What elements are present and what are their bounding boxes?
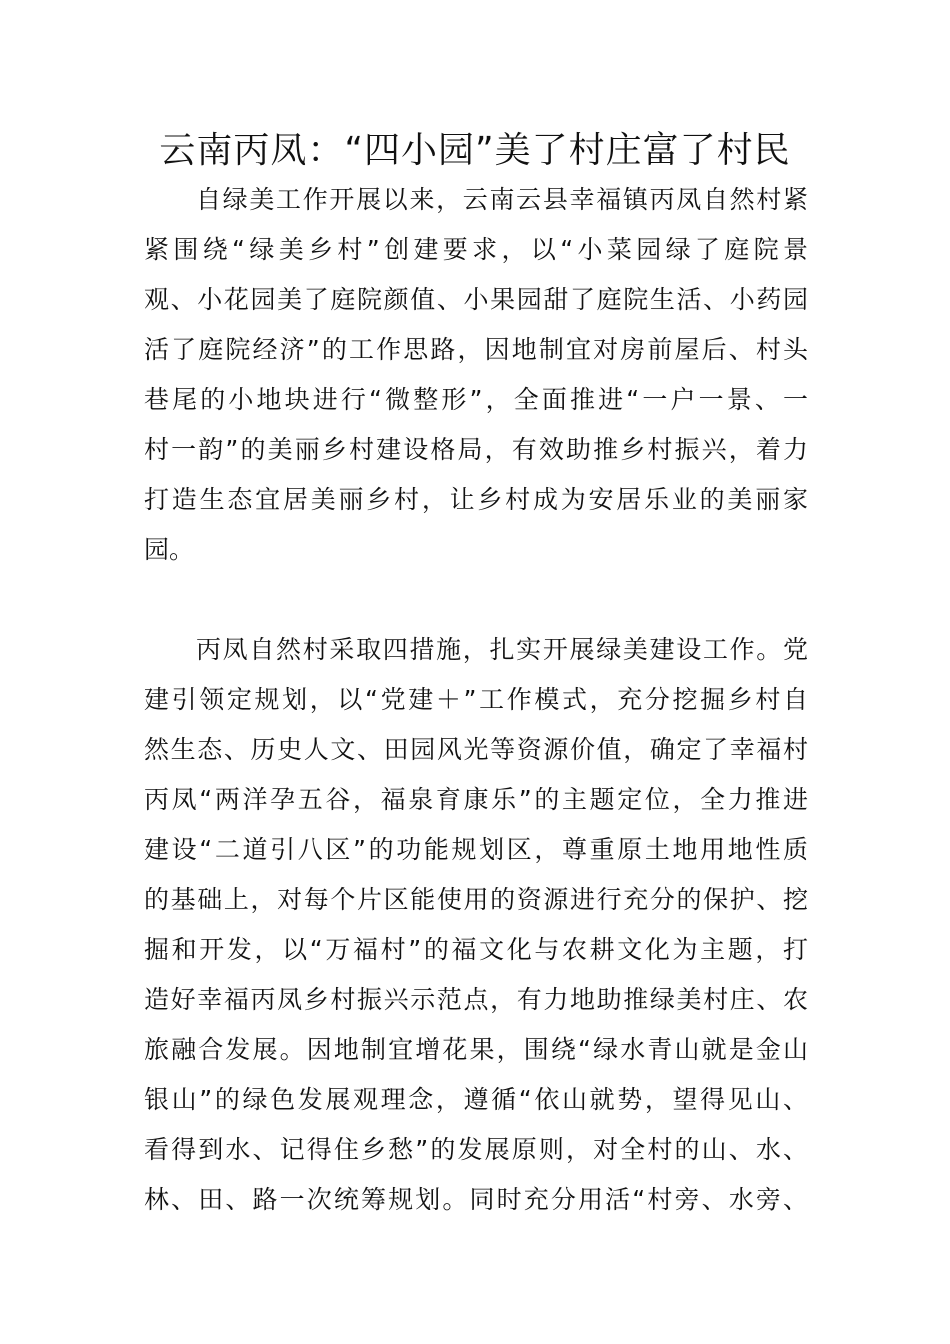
paragraph-line: 园。 [144,535,195,564]
paragraph-line: 看得到水、记得住乡愁”的发展原则，对全村的山、水、 [144,1135,808,1164]
paragraph-line: 自绿美工作开展以来，云南云县幸福镇丙凤自然村紧 [196,185,808,214]
paragraph-line: 打造生态宜居美丽乡村，让乡村成为安居乐业的美丽家 [144,485,808,514]
paragraph-line: 丙凤“两洋孕五谷，福泉育康乐”的主题定位，全力推进 [144,785,808,814]
paragraph-line: 的基础上，对每个片区能使用的资源进行充分的保护、挖 [144,885,808,914]
paragraph-line: 建设“二道引八区”的功能规划区，尊重原土地用地性质 [144,835,808,864]
paragraph-line: 紧围绕“绿美乡村”创建要求，以“小菜园绿了庭院景 [144,235,808,264]
paragraph-line: 造好幸福丙凤乡村振兴示范点，有力地助推绿美村庄、农 [144,985,808,1014]
paragraph-line: 林、田、路一次统筹规划。同时充分用活“村旁、水旁、 [144,1185,808,1214]
paragraph-line: 活了庭院经济”的工作思路，因地制宜对房前屋后、村头 [144,335,808,364]
paragraph-line: 丙凤自然村采取四措施，扎实开展绿美建设工作。党 [196,635,808,664]
paragraph-line: 观、小花园美了庭院颜值、小果园甜了庭院生活、小药园 [144,285,808,314]
paragraph-2 [144,625,808,1225]
paragraph-line: 银山”的绿色发展观理念，遵循“依山就势，望得见山、 [144,1085,808,1114]
paragraph-line: 巷尾的小地块进行“微整形”，全面推进“一户一景、一 [144,385,808,414]
document-title: 云南丙凤：“四小园”美了村庄富了村民 [159,130,791,171]
paragraph-line: 旅融合发展。因地制宜增花果，围绕“绿水青山就是金山 [144,1035,808,1064]
paragraph-line: 然生态、历史人文、田园风光等资源价值，确定了幸福村 [144,735,808,764]
paragraph-1 [144,175,808,575]
paragraph-line: 村一韵”的美丽乡村建设格局，有效助推乡村振兴，着力 [144,435,808,464]
paragraph-line: 掘和开发，以“万福村”的福文化与农耕文化为主题，打 [144,935,808,964]
paragraph-line: 建引领定规划，以“党建＋”工作模式，充分挖掘乡村自 [144,685,808,714]
